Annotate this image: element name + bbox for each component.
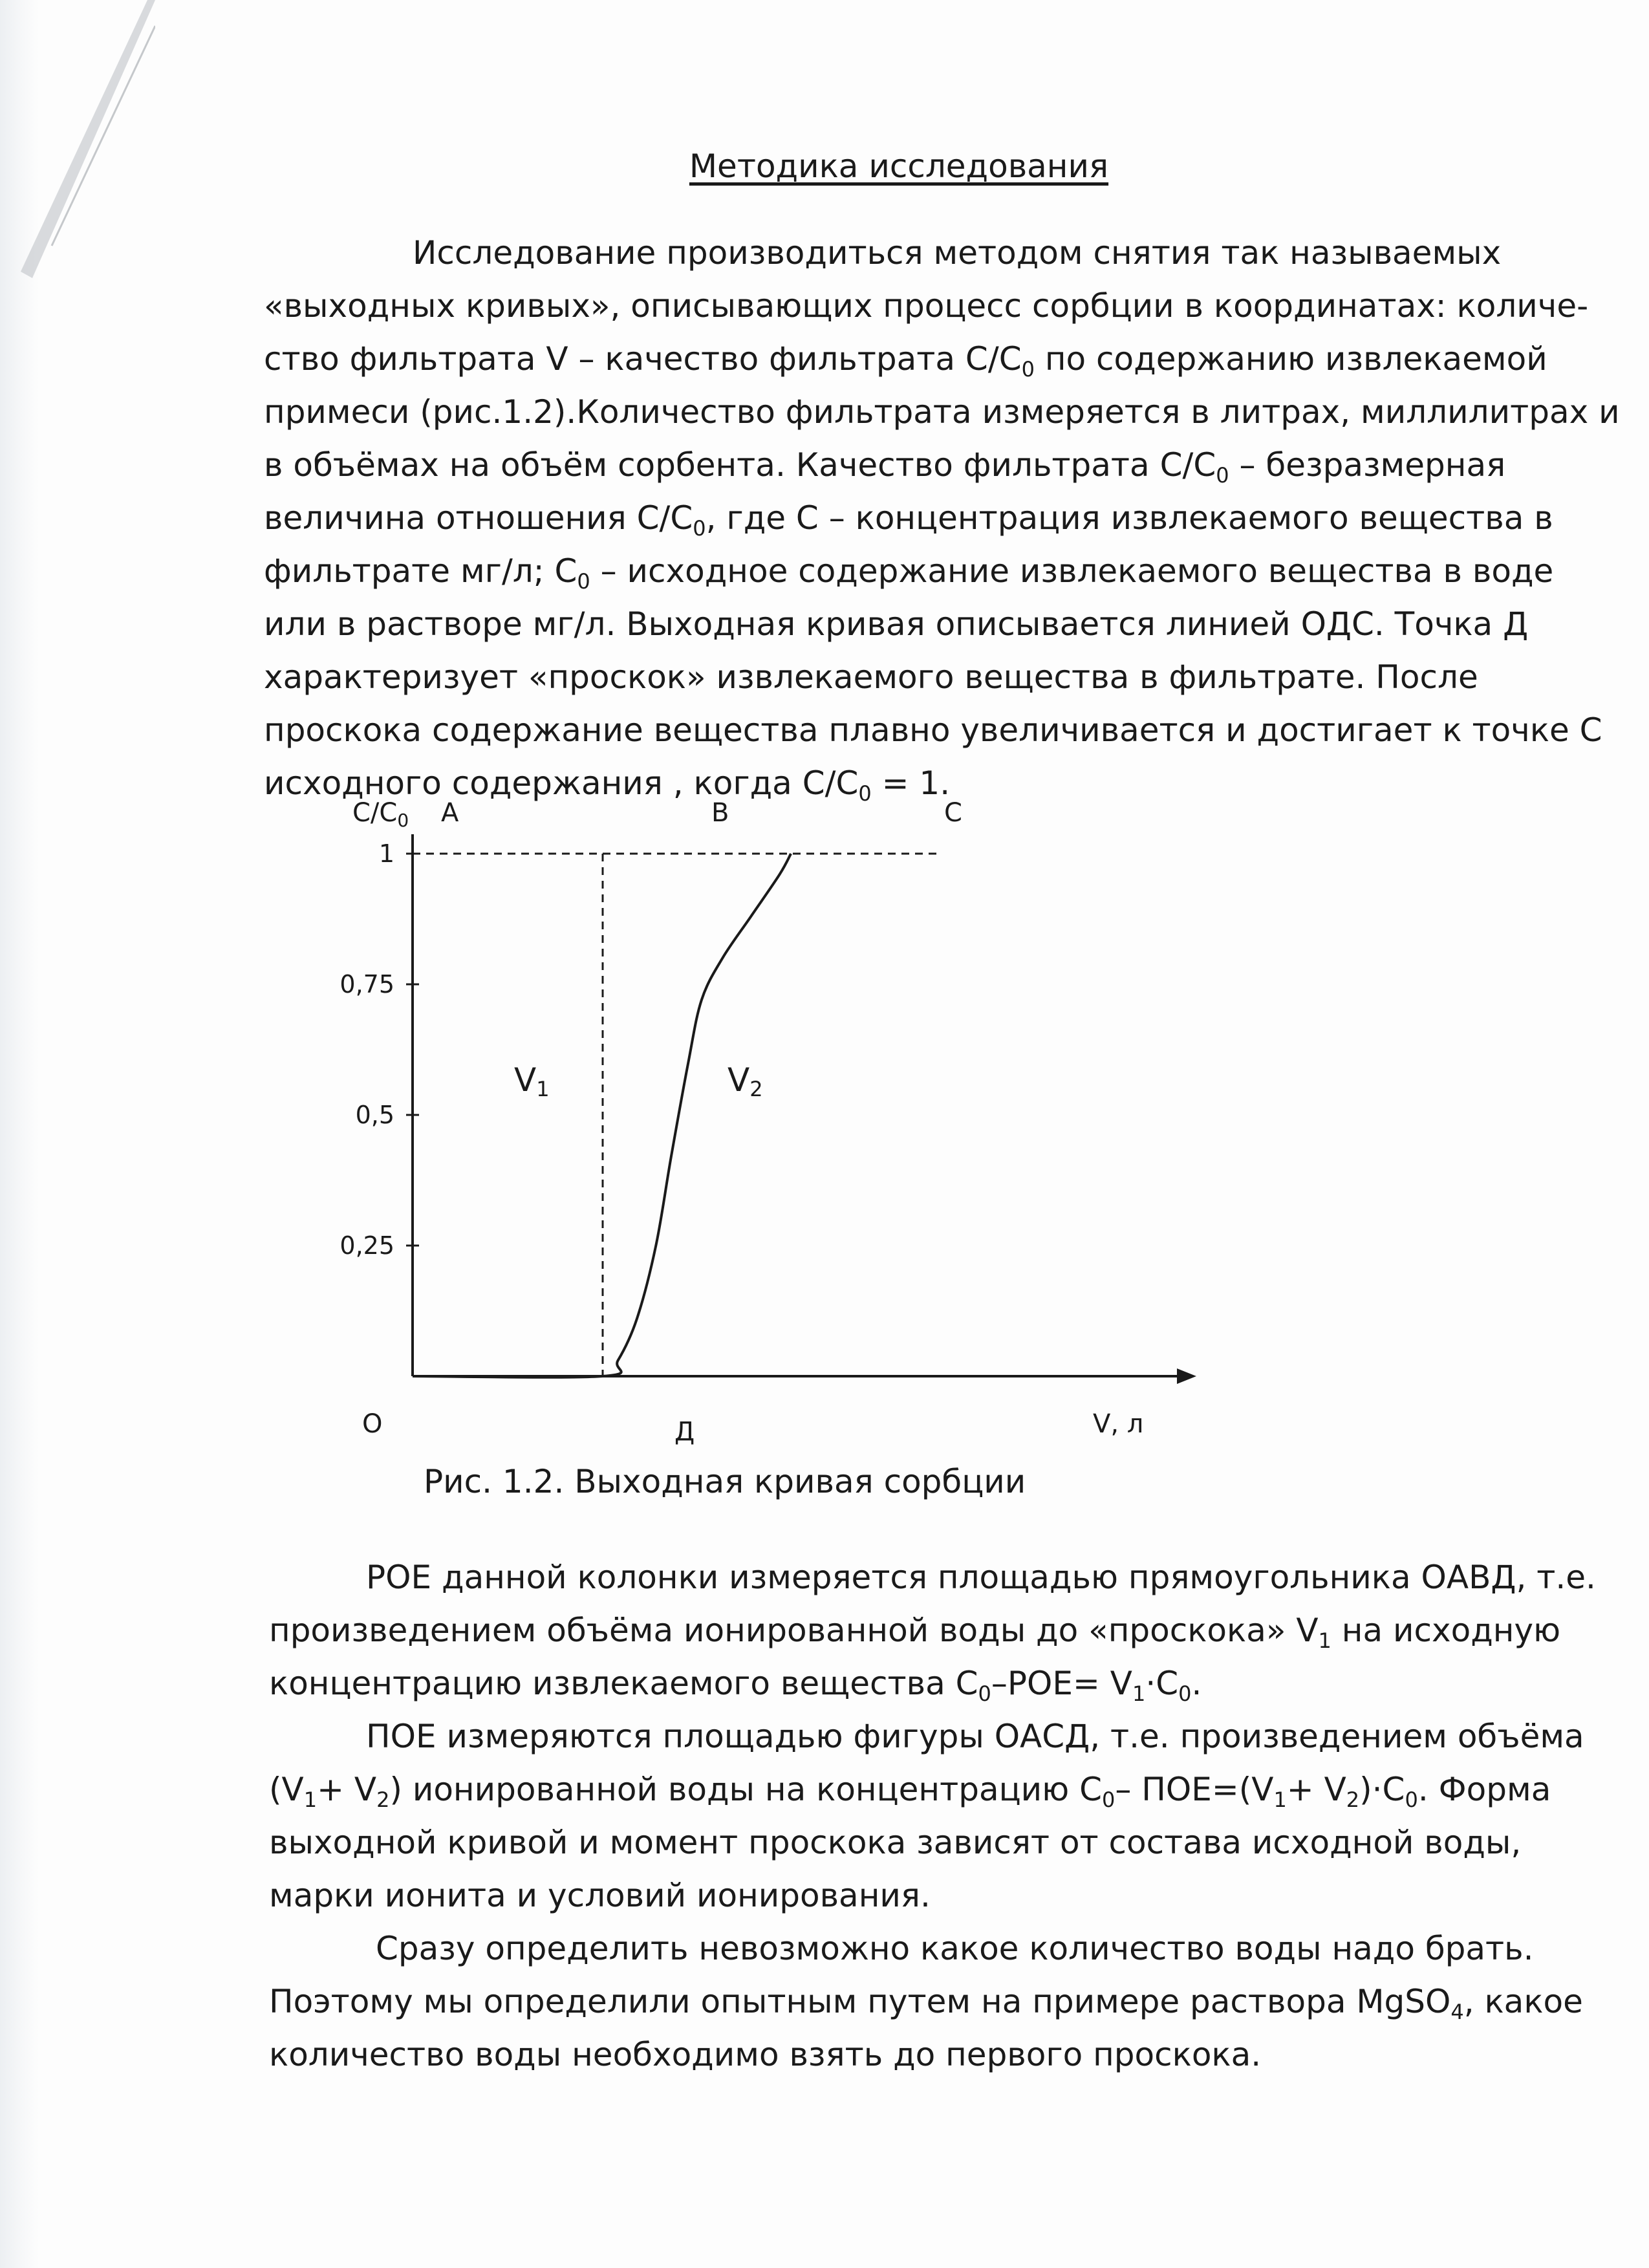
text-line: исходного содержания , когда $C/C_0 = 1$. bbox=[264, 764, 951, 806]
subscript: 0 bbox=[858, 781, 872, 806]
y-axis-label: $C/C_0$ bbox=[352, 798, 409, 831]
point-label-a: А bbox=[441, 798, 459, 828]
text-line: Сразу определить невозможно какое количество воды надо брать. bbox=[376, 1930, 1534, 1967]
text-line: марки ионита и условий ионирования. bbox=[269, 1877, 931, 1914]
text-line: выходной кривой и момент проскока зависят от состава исходной воды, bbox=[269, 1824, 1522, 1861]
text-line: количество воды необходимо взять до первого проскока. bbox=[269, 2036, 1262, 2073]
text-line: ство фильтрата V – качество фильтрата $C/C_0$ по содержанию извлекаемой bbox=[264, 340, 1547, 382]
text-line: характеризует «проскок» извлекаемого вещества в фильтрате. После bbox=[264, 658, 1478, 696]
scan-artifact-streak bbox=[6, 0, 155, 278]
text-line: Поэтому мы определили опытным путем на примере раствора MgSO$_4$, какое bbox=[269, 1983, 1583, 2024]
figure-caption: Рис. 1.2. Выходная кривая сорбции bbox=[424, 1463, 1026, 1500]
text-line: РОЕ данной колонки измеряется площадью прямоугольника ОАВД, т.е. bbox=[366, 1559, 1596, 1596]
point-label-d: Д bbox=[674, 1417, 695, 1447]
paragraph-capacity-definitions bbox=[269, 1551, 1596, 2081]
y-tick-label: 1 bbox=[378, 839, 394, 868]
scan-edge-shadow bbox=[0, 0, 39, 2268]
y-tick-label: 0,25 bbox=[339, 1231, 394, 1260]
text-line: ПОЕ измеряются площадью фигуры ОАСД, т.е. произведением объёма bbox=[366, 1718, 1584, 1755]
text-line: в объёмах на объём сорбента. Качество фильтрата $C/C_0$ – безразмерная bbox=[264, 446, 1506, 488]
text-line: или в растворе мг/л. Выходная кривая описывается линией ОДС. Точка Д bbox=[264, 605, 1529, 643]
text-line: фильтрате мг/л; $C_0$ – исходное содержание извлекаемого вещества в воде bbox=[264, 552, 1554, 594]
subscript: 0 bbox=[1405, 1787, 1418, 1812]
subscript: 0 bbox=[1216, 463, 1229, 488]
text-line: проскока содержание вещества плавно увеличивается и достигает к точке С bbox=[264, 711, 1602, 749]
subscript: 0 bbox=[577, 569, 590, 594]
point-label-c: С bbox=[944, 798, 962, 828]
subscript: 1 bbox=[1318, 1628, 1331, 1653]
subscript: 0 bbox=[1102, 1787, 1116, 1812]
text-line: величина отношения $C/C_0$, где C – концентрация извлекаемого вещества в bbox=[264, 499, 1553, 541]
text-line: $(V_1+ V_2)$ ионированной воды на концентрацию $C_0-$ $ПОЕ=(V_1+ V_2)\cdot C_0$. Форма bbox=[269, 1771, 1551, 1812]
subscript: 1 bbox=[1132, 1681, 1146, 1706]
text-line: Исследование производиться методом снятия так называемых bbox=[413, 234, 1502, 272]
text-line: примеси (рис.1.2).Количество фильтрата измеряется в литрах, миллилитрах и bbox=[264, 393, 1620, 431]
point-label-b: В bbox=[711, 798, 729, 828]
subscript: 1 bbox=[303, 1787, 318, 1812]
text-line: концентрацию извлекаемого вещества $C_0-РОЕ= V_1\cdot C_0$. bbox=[269, 1665, 1202, 1706]
subscript: 0 bbox=[1021, 357, 1035, 382]
y-axis-ticks bbox=[339, 839, 419, 1260]
subscript: 0 bbox=[1178, 1681, 1192, 1706]
x-axis-label: V, л bbox=[1093, 1409, 1144, 1439]
paragraph-method-description bbox=[264, 226, 1620, 810]
subscript: 4 bbox=[1450, 2000, 1464, 2024]
subscript: 2 bbox=[376, 1787, 390, 1812]
subscript: 0 bbox=[693, 516, 706, 541]
breakthrough-curve-figure bbox=[297, 792, 1216, 1458]
text-line: произведением объёма ионированной воды до «проскока» $V_1$ на исходную bbox=[269, 1612, 1561, 1653]
y-tick-label: 0,75 bbox=[339, 970, 394, 999]
x-axis-arrow bbox=[1177, 1368, 1196, 1384]
text-line: «выходных кривых», описывающих процесс сорбции в координатах: количе- bbox=[264, 287, 1589, 325]
origin-label: О bbox=[362, 1409, 383, 1439]
page-title: Методика исследования bbox=[689, 147, 1109, 185]
region-label-v2: V2 bbox=[727, 1061, 763, 1101]
subscript: 0 bbox=[978, 1681, 991, 1706]
subscript: 2 bbox=[1346, 1787, 1360, 1812]
y-tick-label: 0,5 bbox=[355, 1101, 394, 1129]
subscript: 1 bbox=[1273, 1787, 1287, 1812]
region-label-v1: V1 bbox=[514, 1061, 550, 1101]
